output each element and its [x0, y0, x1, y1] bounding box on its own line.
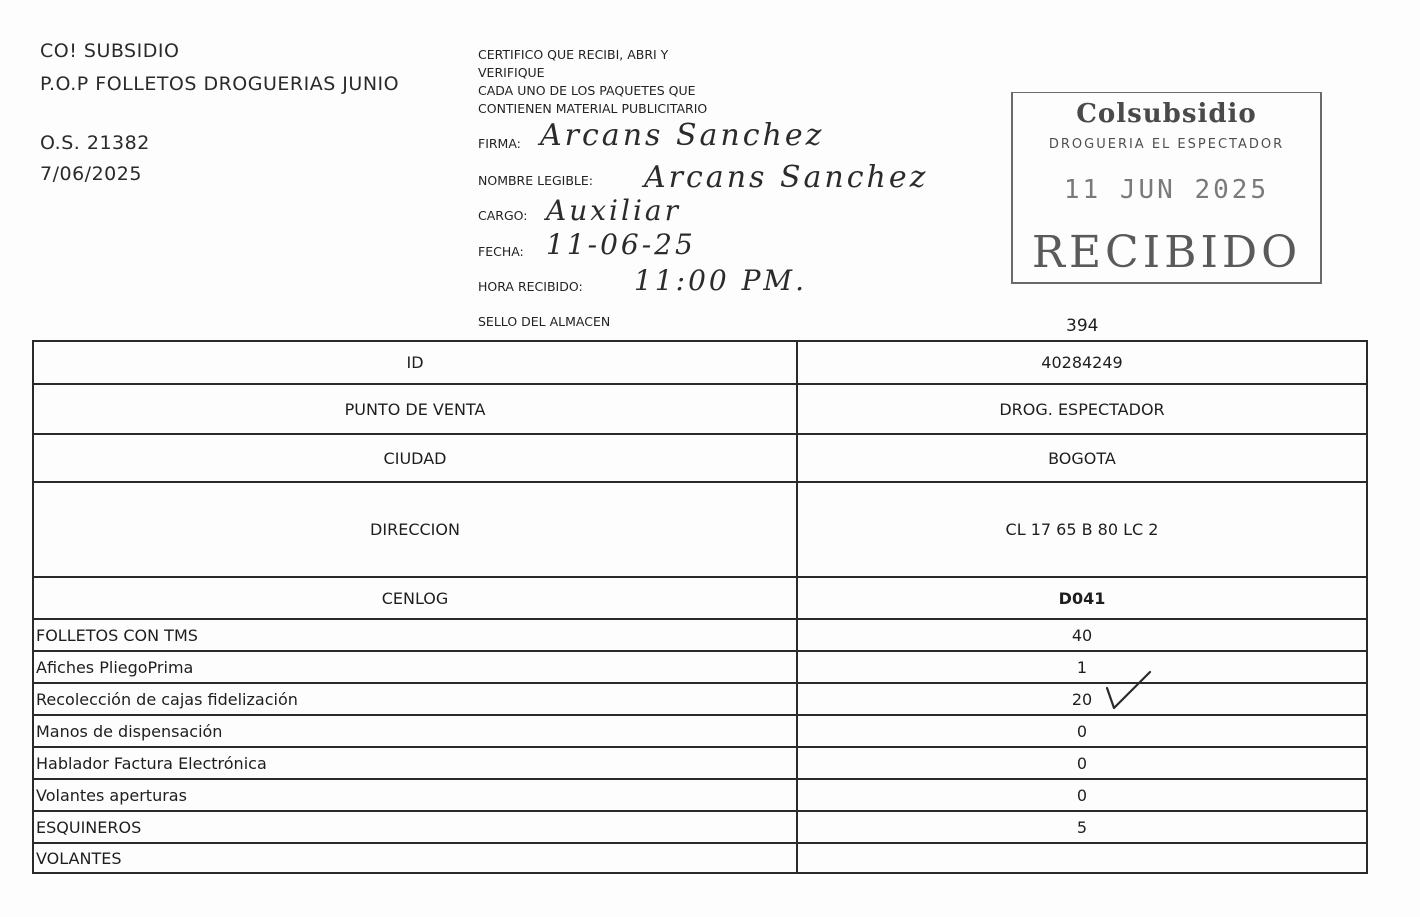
table-row: [33, 619, 1367, 651]
sequence-number: 394: [1066, 316, 1099, 336]
item-label: Recolección de cajas fidelización: [33, 683, 797, 715]
item-qty: 0: [797, 715, 1367, 747]
checkmark-icon: [1103, 668, 1153, 712]
hora-label: HORA RECIBIDO:: [478, 279, 583, 294]
table-row: [33, 715, 1367, 747]
nombre-handwritten: Arcans Sanchez: [644, 160, 929, 195]
stamp-date: 11 JUN 2025: [1063, 175, 1270, 205]
item-qty: 1: [797, 651, 1367, 683]
item-label: Afiches PliegoPrima: [33, 651, 797, 683]
table-row: [33, 683, 1367, 715]
certification-text: [478, 46, 707, 118]
item-qty: 20: [797, 683, 1367, 715]
table-row: [33, 651, 1367, 683]
cargo-handwritten: Auxiliar: [546, 194, 681, 227]
stamp-store: DROGUERIA EL ESPECTADOR: [1048, 137, 1285, 152]
table-row: [33, 434, 1367, 482]
item-label: Volantes aperturas: [33, 779, 797, 811]
table-row: [33, 341, 1367, 384]
delivery-table: [32, 340, 1368, 874]
cell-value: BOGOTA: [797, 434, 1367, 482]
cert-line: CONTIENEN MATERIAL PUBLICITARIO: [478, 101, 708, 116]
cert-line: CADA UNO DE LOS PAQUETES QUE: [478, 83, 696, 98]
firma-signature: Arcans Sanchez: [540, 118, 825, 153]
item-qty: 40: [797, 619, 1367, 651]
stamp-brand: Colsubsidio: [1076, 99, 1257, 129]
table-row: [33, 482, 1367, 577]
cert-line: VERIFIQUE: [478, 65, 545, 80]
item-qty: 5: [797, 811, 1367, 843]
cell-value: CL 17 65 B 80 LC 2: [797, 482, 1367, 577]
firma-label: FIRMA:: [478, 136, 521, 151]
item-label: Manos de dispensación: [33, 715, 797, 747]
item-label: ESQUINEROS: [33, 811, 797, 843]
cell-label: ID: [33, 341, 797, 384]
stamp-status: RECIBIDO: [1031, 227, 1302, 278]
table-row: [33, 811, 1367, 843]
hora-handwritten: 11:00 PM.: [634, 264, 808, 297]
fecha-label: FECHA:: [478, 244, 524, 259]
table-row: [33, 577, 1367, 619]
cert-line: CERTIFICO QUE RECIBI, ABRI Y: [478, 47, 669, 62]
cell-value: D041: [797, 577, 1367, 619]
order-number: O.S. 21382: [40, 132, 150, 154]
cell-label: PUNTO DE VENTA: [33, 384, 797, 434]
item-qty: 0: [797, 747, 1367, 779]
cell-value: DROG. ESPECTADOR: [797, 384, 1367, 434]
received-stamp: [1011, 92, 1322, 284]
document-date: 7/06/2025: [40, 163, 142, 185]
table-row: [33, 384, 1367, 434]
sello-label: SELLO DEL ALMACEN: [478, 314, 611, 329]
item-label: FOLLETOS CON TMS: [33, 619, 797, 651]
nombre-label: NOMBRE LEGIBLE:: [478, 173, 593, 188]
table-row: [33, 779, 1367, 811]
item-label: VOLANTES: [33, 843, 797, 873]
cell-value: 40284249: [797, 341, 1367, 384]
cargo-label: CARGO:: [478, 208, 528, 223]
fecha-handwritten: 11-06-25: [546, 228, 696, 261]
cell-label: CENLOG: [33, 577, 797, 619]
project-title: P.O.P FOLLETOS DROGUERIAS JUNIO: [40, 73, 400, 95]
item-qty: [797, 843, 1367, 873]
item-label: Hablador Factura Electrónica: [33, 747, 797, 779]
org-name: CO! SUBSIDIO: [40, 40, 180, 62]
item-qty: 0: [797, 779, 1367, 811]
cell-label: DIRECCION: [33, 482, 797, 577]
cell-label: CIUDAD: [33, 434, 797, 482]
table-row: [33, 843, 1367, 873]
table-row: [33, 747, 1367, 779]
